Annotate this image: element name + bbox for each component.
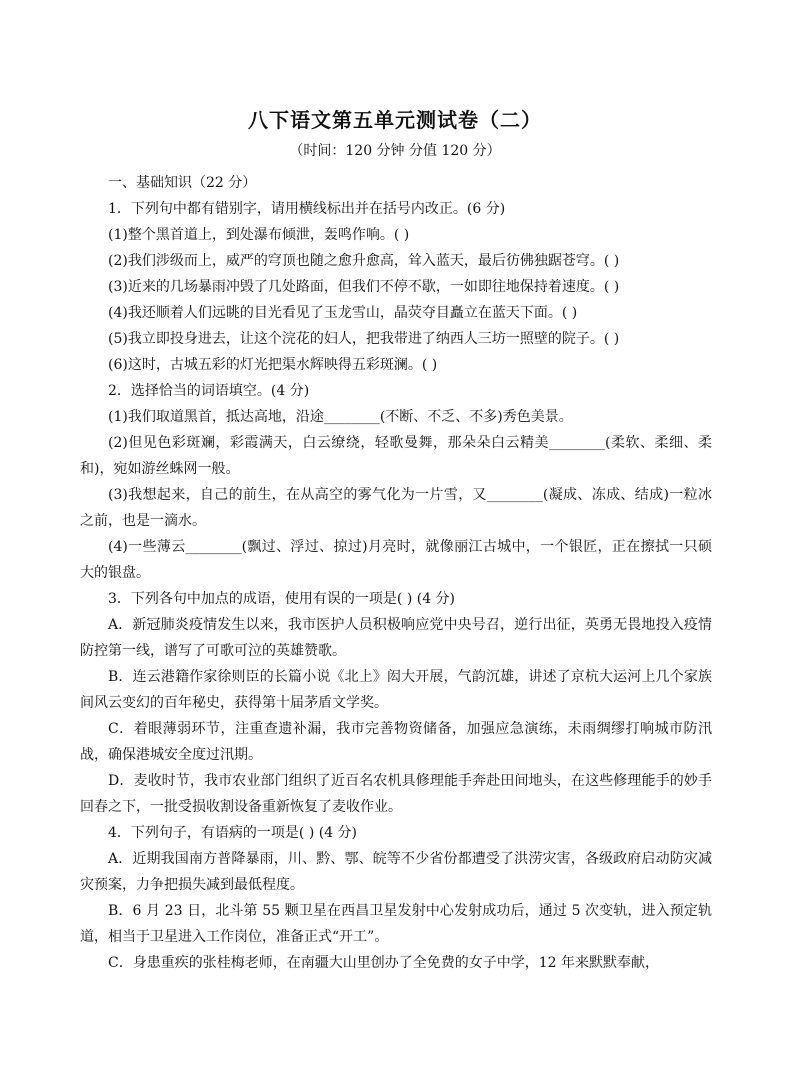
page-title: 八下语文第五单元测试卷（二） [248, 108, 542, 132]
question-3-option: B．连云港籍作家徐则臣的长篇小说《北上》闳大开展，气韵沉雄，讲述了京杭大运河上几个家族间风云变幻的百年秘史，获得第十届茅盾文学奖。 [80, 669, 712, 711]
question-4-stem: 4．下列句子，有语病的一项是( ) (4 分) [108, 825, 358, 841]
question-2-item: (1)我们取道黑首，抵达高地，沿途________(不断、不乏、不多)秀色美景。 [108, 409, 573, 425]
question-1-item: (6)这时，古城五彩的灯光把渠水辉映得五彩斑澜。( ) [108, 357, 438, 373]
question-2-stem: 2．选择恰当的词语填空。(4 分) [108, 383, 310, 399]
question-3-option: D．麦收时节，我市农业部门组织了近百名农机具修理能手奔赴田间地头，在这些修理能手的妙手回春之下，一批受损收割设备重新恢复了麦收作业。 [80, 773, 712, 815]
exam-content [80, 170, 712, 976]
question-3-option: A．新冠肺炎疫情发生以来，我市医护人员积极响应党中央号召，逆行出征，英勇无畏地投入疫情防控第一线，谱写了可歌可泣的英雄赞歌。 [80, 617, 712, 659]
question-4-option: A．近期我国南方普降暴雨，川、黔、鄂、皖等不少省份都遭受了洪涝灾害，各级政府启动防灾减灾预案，力争把损失减到最低程度。 [80, 851, 712, 893]
section-heading: 一、基础知识（22 分） [108, 175, 257, 191]
question-1-item: (2)我们涉级而上，威严的穹顶也随之愈升愈高，耸入蓝天，最后彷佛独踞苍穹。( ) [108, 253, 620, 269]
question-1-item: (5)我立即投身进去，让这个浣花的妇人，把我带进了纳西人三坊一照壁的院子。( ) [108, 331, 620, 347]
question-2-item: (4)一些薄云________(飘过、浮过、掠过)月亮时，就像丽江古城中，一个银匠，正在擦拭一只硕大的银盘。 [80, 539, 712, 581]
question-1-item: (1)整个黑首道上，到处瀑布倾泄，轰鸣作响。( ) [108, 227, 410, 243]
question-2-item: (2)但见色彩斑斓，彩霞满天，白云缭绕，轻歌曼舞，那朵朵白云精美________(柔软、柔细、柔和)，宛如游丝蛛网一般。 [80, 435, 712, 477]
question-1-item: (3)近来的几场暴雨冲毁了几处路面，但我们不停不歇，一如即往地保持着速度。( ) [108, 279, 620, 295]
question-3-option: C．着眼薄弱环节，注重查遗补漏，我市完善物资储备，加强应急演练，未雨绸缪打响城市防汛战，确保港城安全度过汛期。 [80, 721, 712, 763]
question-1-stem: 1．下列句中都有错别字，请用横线标出并在括号内改正。(6 分) [108, 201, 506, 217]
question-3-stem: 3．下列各句中加点的成语，使用有误的一项是( ) (4 分) [108, 591, 456, 607]
question-4-option: C．身患重疾的张桂梅老师，在南疆大山里创办了全免费的女子中学，12 年来默默奉献， [108, 955, 659, 971]
question-2-item: (3)我想起来，自己的前生，在从高空的雾气化为一片雪，又________(凝成、冻成、结成)一粒冰之前，也是一滴水。 [80, 487, 712, 529]
question-1-item: (4)我还顺着人们远眺的目光看见了玉龙雪山，晶荧夺目矗立在蓝天下面。( ) [108, 305, 578, 321]
page-subtitle: （时间：120 分钟 分值 120 分） [289, 143, 501, 159]
question-4-option: B．6 月 23 日，北斗第 55 颗卫星在西昌卫星发射中心发射成功后，通过 5 次变轨，进入预定轨道，相当于卫星进入工作岗位，准备正式“开工”。 [80, 903, 712, 945]
